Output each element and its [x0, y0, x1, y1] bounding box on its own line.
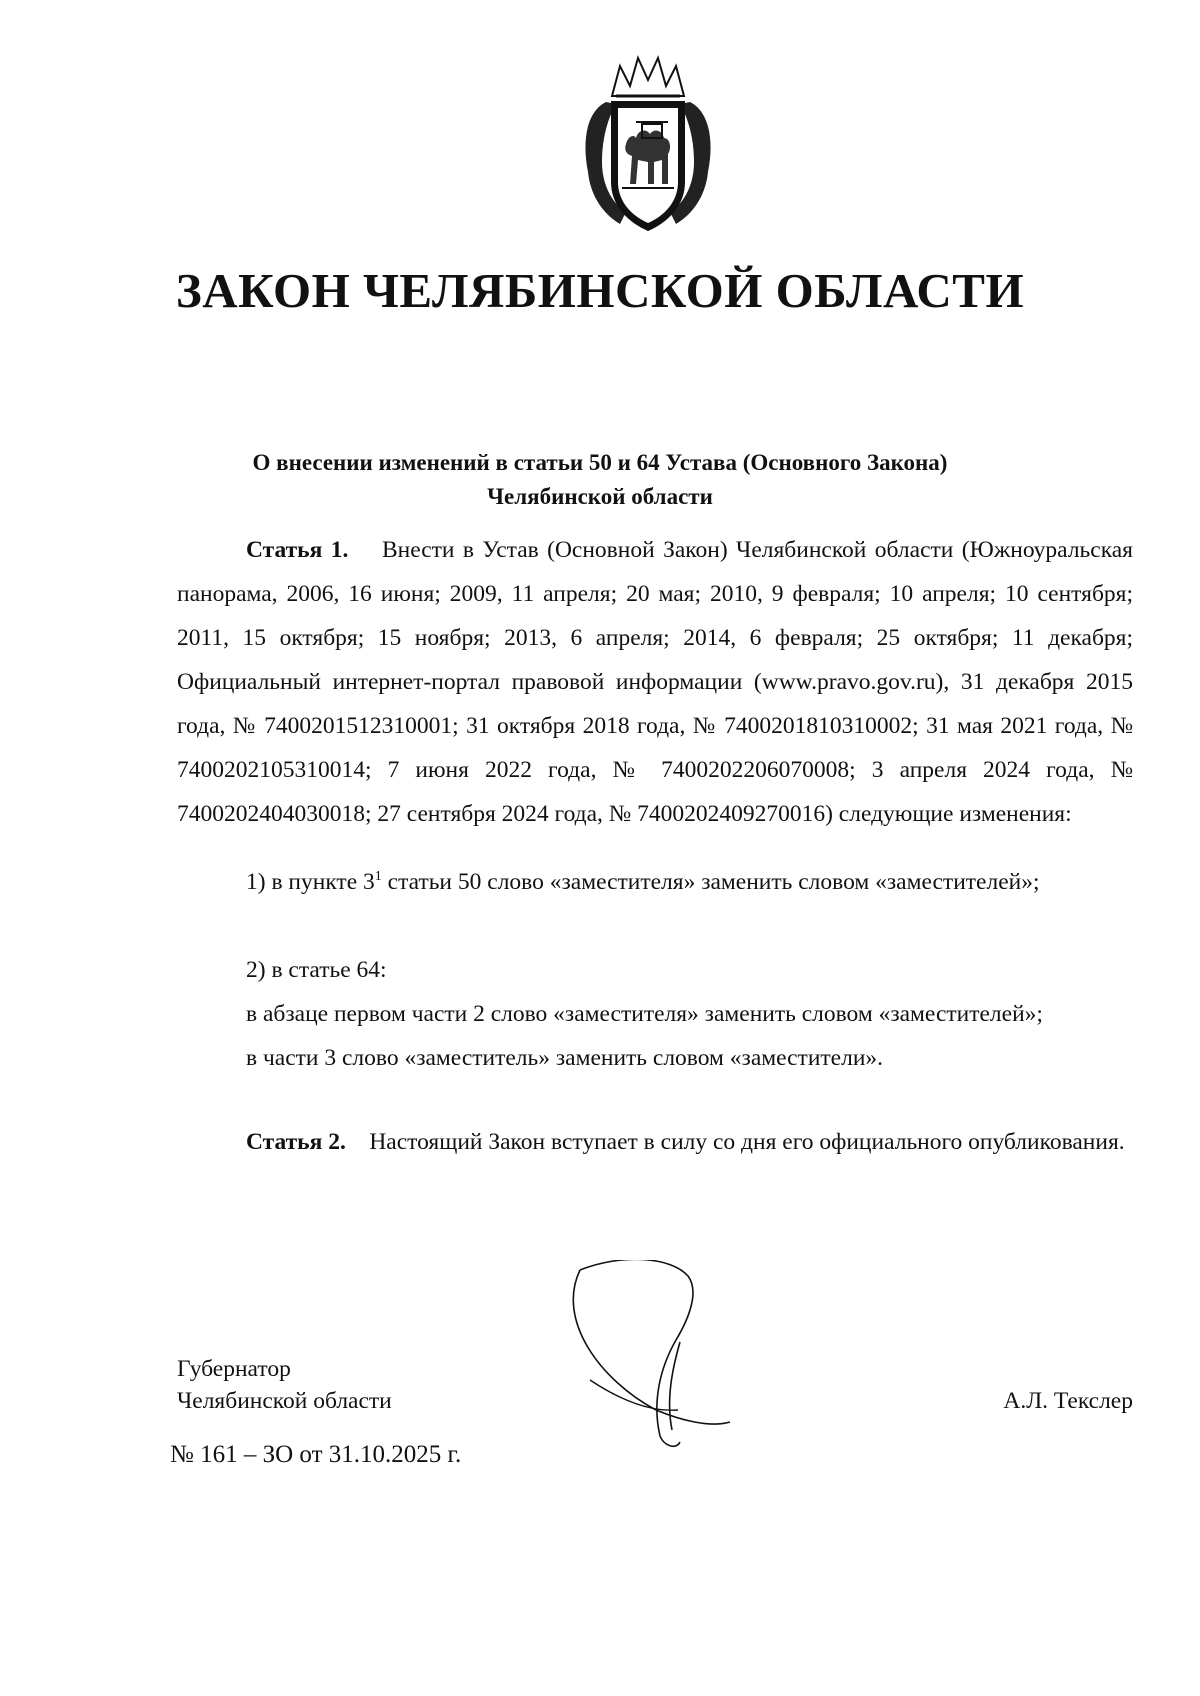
article-2: [177, 1120, 1133, 1164]
subtitle-line-1: О внесении изменений в статьи 50 и 64 Устава (Основного Закона): [252, 450, 948, 475]
article-1-item-2: 2) в статье 64:: [246, 957, 387, 983]
law-subtitle: [0, 446, 1200, 514]
law-title: ЗАКОН ЧЕЛЯБИНСКОЙ ОБЛАСТИ: [175, 263, 1025, 318]
item-1-before: 1) в пункте 3: [246, 869, 375, 895]
position-line-1: Губернатор: [177, 1356, 291, 1382]
article-1-item-1: [177, 860, 1133, 904]
signatory-name: А.Л. Текслер: [1003, 1388, 1133, 1414]
item-1-after: статьи 50 слово «заместителя» заменить словом «заместителей»;: [381, 869, 1040, 895]
article-1-text: Внести в Устав (Основной Закон) Челябинской области (Южноуральская панорама, 2006, 16 июня; 2009, 11 апреля; 20 мая; 2010, 9 февраля; 10 апреля; 10 сентября; 2011, 15 октября; 15 ноября; 2013, 6 апреля; 2014, 6 февраля; 25 октября; 11 декабря; Официальный интернет-портал правовой информации (www.pravo.gov.ru), 31 декабря 2015 года, № 7400201512310001; 31 октября 2018 года, № 7400201810310002; 31 мая 2021 года, № 7400202105310014; 7 июня 2022 года, № 7400202206070008; 3 апреля 2024 года, № 7400202404030018; 27 сентября 2024 года, № 7400202409270016) следующие изменения:: [177, 537, 1133, 827]
position-line-2: Челябинской области: [177, 1388, 392, 1414]
article-1-item-2a: в абзаце первом части 2 слово «заместителя» заменить словом «заместителей»;: [246, 1001, 1043, 1027]
article-1-label: Статья 1.: [246, 537, 349, 563]
subtitle-line-2: Челябинской области: [487, 484, 713, 509]
coat-of-arms-icon: [576, 52, 720, 238]
handwritten-signature-icon: [560, 1260, 760, 1460]
article-1-item-2b: в части 3 слово «заместитель» заменить словом «заместители».: [246, 1045, 884, 1071]
article-2-label: Статья 2.: [246, 1129, 346, 1155]
item-1-superscript: 1: [374, 869, 382, 885]
signatory-position: [177, 1353, 392, 1417]
article-2-text: Настоящий Закон вступает в силу со дня его официального опубликования.: [369, 1129, 1125, 1155]
law-number-date: № 161 – ЗО от 31.10.2025 г.: [170, 1441, 462, 1468]
article-1: [177, 528, 1133, 836]
